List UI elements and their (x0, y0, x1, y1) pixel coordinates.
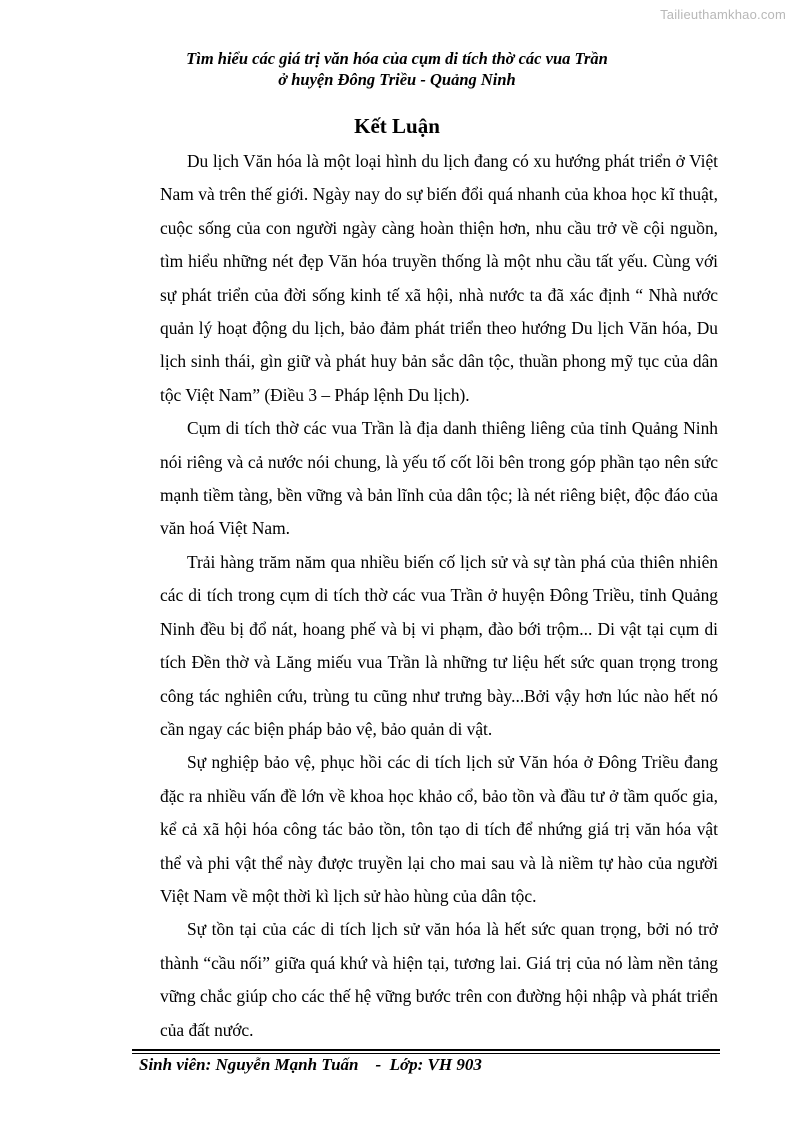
paragraph-1: Du lịch Văn hóa là một loại hình du lịch đang có xu hướng phát triển ở Việt Nam và trên thế giới. Ngày nay do sự biến đổi quá nhanh của khoa học kĩ thuật, cuộc sống của con người ngày càng hoàn thiện hơn, nhu cầu trở về cội nguồn, tìm hiểu những nét đẹp Văn hóa truyền thống là một nhu cầu tất yếu. Cùng với sự phát triển của đời sống kinh tế xã hội, nhà nước ta đã xác định “ Nhà nước quản lý hoạt động du lịch, bảo đảm phát triển theo hướng Du lịch Văn hóa, Du lịch sinh thái, gìn giữ và phát huy bản sắc dân tộc, thuần phong mỹ tục của dân tộc Việt Nam” (Điều 3 – Pháp lệnh Du lịch). (160, 151, 718, 405)
paragraph-4: Sự nghiệp bảo vệ, phục hồi các di tích lịch sử Văn hóa ở Đông Triều đang đặc ra nhiều vấn đề lớn về khoa học khảo cổ, bảo tồn và đầu tư ở tầm quốc gia, kể cả xã hội hóa công tác bảo tồn, tôn tạo di tích để nhứng giá trị văn hóa vật thể và phi vật thể này được truyền lại cho mai sau và là niềm tự hào của người Việt Nam về một thời kì lịch sử hào hùng của dân tộc. (160, 752, 718, 906)
paragraph-5: Sự tồn tại của các di tích lịch sử văn hóa là hết sức quan trọng, bởi nó trở thành “cầu nối” giữa quá khứ và hiện tại, tương lai. Giá trị của nó làm nền tảng vững chắc giúp cho các thế hệ vững bước trên con đường hội nhập và phát triển của đất nước. (160, 919, 718, 1040)
footer-rule-thin (132, 1053, 720, 1054)
header-line-2: ở huyện Đông Triều - Quảng Ninh (278, 70, 516, 89)
paragraph-2: Cụm di tích thờ các vua Trần là địa danh thiêng liêng của tỉnh Quảng Ninh nói riêng và cả nước nói chung, là yếu tố cốt lõi bên trong góp phần tạo nên sức mạnh tiềm tàng, bền vững và bản lĩnh của dân tộc; là nét riêng biệt, độc đáo của văn hoá Việt Nam. (160, 418, 718, 539)
header-line-1: Tìm hiểu các giá trị văn hóa của cụm di tích thờ các vua Trần (186, 49, 608, 68)
footer-rule-thick (132, 1049, 720, 1051)
running-header (0, 48, 794, 90)
footer-student-info: Sinh viên: Nguyễn Mạnh Tuấn - Lớp: VH 903 (139, 1055, 482, 1074)
watermark-text: Tailieuthamkhao.com (660, 7, 786, 22)
paragraph-3: Trải hàng trăm năm qua nhiều biến cố lịch sử và sự tàn phá của thiên nhiên các di tích trong cụm di tích thờ các vua Trần ở huyện Đông Triều, tỉnh Quảng Ninh đều bị đổ nát, hoang phế và bị vi phạm, đào bới trộm... Di vật tại cụm di tích Đền thờ và Lăng miếu vua Trần là những tư liệu hết sức quan trọng trong công tác nghiên cứu, trùng tu cũng như trưng bày...Bởi vậy hơn lúc nào hết nó cần ngay các biện pháp bảo vệ, bảo quản di vật. (160, 551, 718, 739)
page-title: Kết Luận (354, 114, 440, 138)
body-text (160, 145, 718, 1047)
